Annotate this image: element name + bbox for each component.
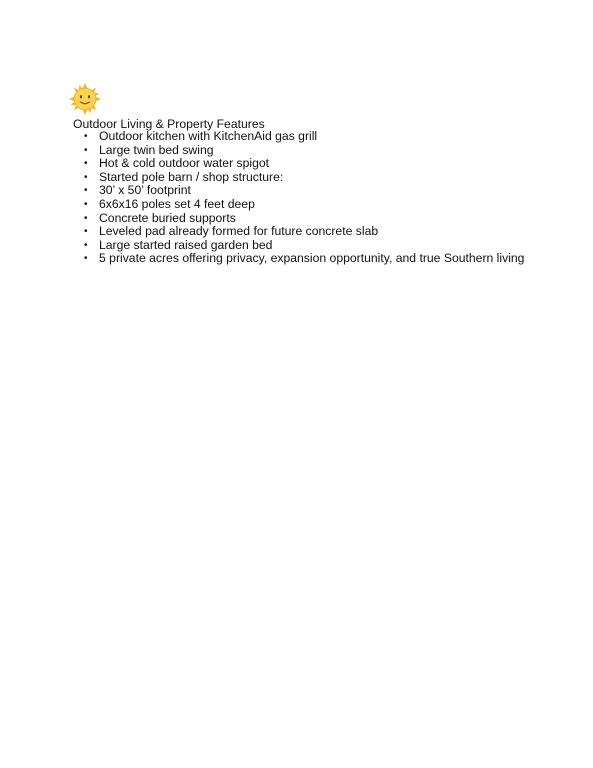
list-item-text: Started pole barn / shop structure: (99, 169, 284, 184)
list-item-text: Hot & cold outdoor water spigot (99, 156, 270, 171)
list-item (82, 157, 524, 171)
list-item (82, 171, 524, 185)
list-item (82, 225, 524, 239)
list-item-text: Leveled pad already formed for future concrete slab (99, 224, 379, 239)
bullet-icon: • (84, 212, 88, 224)
feature-list (82, 130, 524, 266)
list-item-text: 5 private acres offering privacy, expansion opportunity, and true Southern living (99, 251, 525, 266)
bullet-icon: • (84, 185, 88, 197)
list-item (82, 130, 524, 144)
bullet-icon: • (84, 171, 88, 183)
bullet-icon: • (84, 131, 88, 142)
list-item (82, 212, 524, 226)
list-item-text: Concrete buried supports (99, 210, 236, 225)
list-item (82, 198, 524, 212)
section-heading: Outdoor Living & Property Features (73, 117, 265, 131)
list-item (82, 252, 524, 266)
list-item (82, 239, 524, 253)
list-item-text: 6x6x16 poles set 4 feet deep (99, 196, 255, 211)
list-item-text: 30’ x 50’ footprint (99, 183, 191, 198)
list-item-text: Large twin bed swing (99, 142, 214, 157)
bullet-icon: • (84, 198, 88, 210)
sun-face-icon (68, 82, 102, 116)
list-item-text: Outdoor kitchen with KitchenAid gas grill (99, 129, 318, 143)
bullet-icon: • (84, 226, 88, 238)
list-item (82, 144, 524, 158)
bullet-icon: • (84, 144, 88, 156)
bullet-icon: • (84, 253, 88, 265)
bullet-icon: • (84, 158, 88, 170)
list-item-text: Large started raised garden bed (99, 237, 273, 252)
list-item (82, 184, 524, 198)
bullet-icon: • (84, 239, 88, 251)
